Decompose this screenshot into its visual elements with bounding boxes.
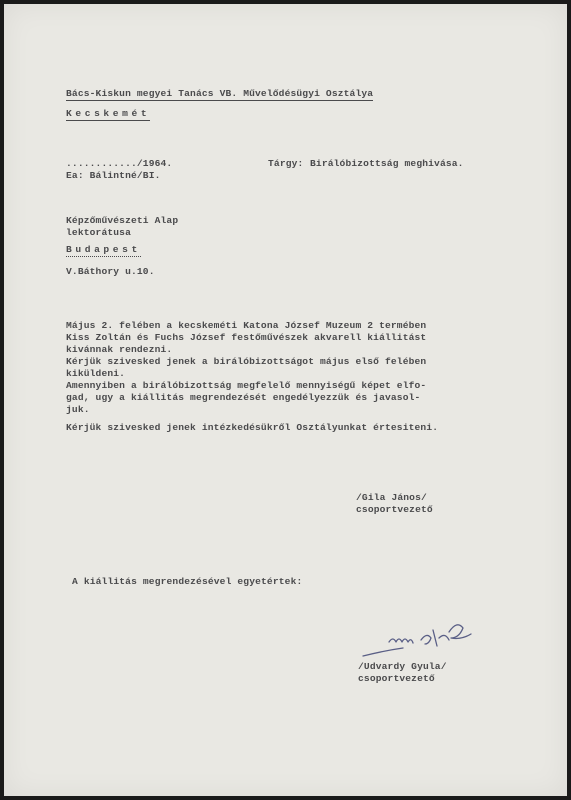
body-line: Amennyiben a birálóbizottság megfelelő mennyiségű képet elfo- — [66, 380, 427, 391]
recipient-line-2: lektorátusa — [66, 227, 131, 238]
sender-heading: Bács-Kiskun megyei Tanács VB. Művelődésügyi Osztálya — [66, 88, 374, 99]
signature-2-title: csoportvezető — [358, 673, 435, 684]
approval-statement: A kiállitás megrendezésével egyetértek: — [72, 576, 303, 587]
recipient-city: Budapest — [66, 244, 141, 255]
body-line: kivánnak rendezni. — [66, 344, 173, 355]
recipient-line-1: Képzőművészeti Alap — [66, 215, 179, 226]
sender-city: Kecskemét — [66, 108, 151, 119]
handler-line: Ea: Bálintné/BI. — [66, 170, 161, 181]
body-line: gad, ugy a kiállitás megrendezését engedélyezzük és javasol- — [66, 392, 421, 403]
signature-1-name: /Gila János/ — [356, 492, 427, 503]
signature-2-name: /Udvardy Gyula/ — [358, 661, 447, 672]
body-line: Kérjük szivesked jenek intézkedésükről Osztályunkat értesiteni. — [66, 422, 439, 433]
recipient-street: V.Báthory u.10. — [66, 266, 155, 277]
body-line: kiküldeni. — [66, 368, 126, 379]
handwritten-signature — [359, 618, 489, 664]
subject-text: Birálóbizottság meghivása. — [310, 158, 464, 169]
body-line: Kérjük szivesked jenek a birálóbizottságot május első felében — [66, 356, 427, 367]
document-page — [4, 4, 567, 796]
body-line: Május 2. felében a kecskeméti Katona József Muzeum 2 termében — [66, 320, 427, 331]
body-line: juk. — [66, 404, 90, 415]
signature-1-title: csoportvezető — [356, 504, 433, 515]
body-line: Kiss Zoltán és Fuchs József festőművészek akvarell kiállitást — [66, 332, 427, 343]
reference-number: ............/1964. — [66, 158, 173, 169]
subject-label: Tárgy: — [268, 158, 304, 169]
